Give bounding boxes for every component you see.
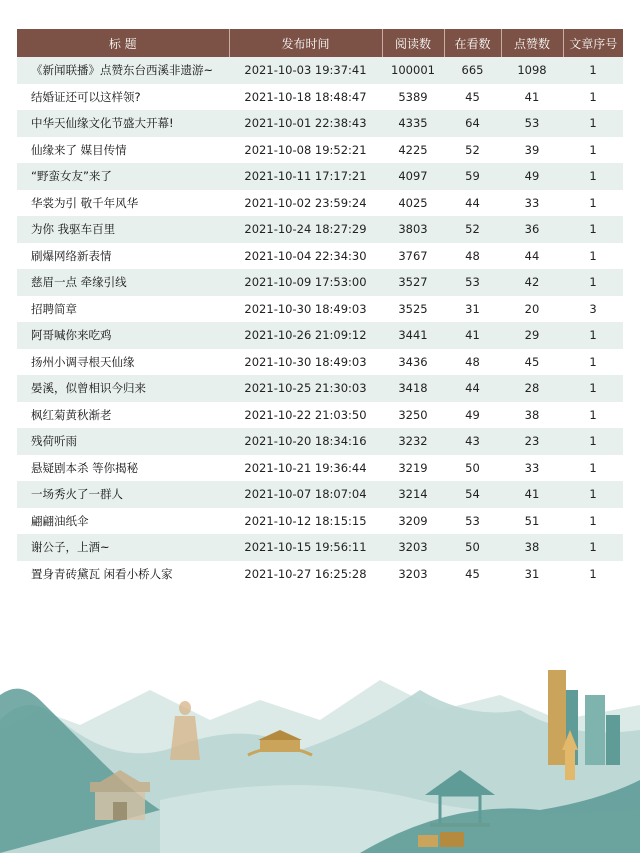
time-cell: 2021-10-21 19:36:44	[229, 455, 382, 482]
likes-cell: 45	[501, 349, 563, 376]
title-cell: 结婚证还可以这样领?	[17, 84, 229, 111]
table-row	[17, 534, 623, 561]
watching-cell: 49	[444, 402, 501, 429]
likes-cell: 28	[501, 375, 563, 402]
table-row	[17, 322, 623, 349]
time-cell: 2021-10-07 18:07:04	[229, 481, 382, 508]
table-row	[17, 402, 623, 429]
likes-cell: 39	[501, 137, 563, 164]
index-cell: 1	[563, 534, 623, 561]
likes-cell: 36	[501, 216, 563, 243]
reads-cell: 3767	[382, 243, 444, 270]
header-likes: 点赞数	[501, 29, 563, 57]
time-cell: 2021-10-08 19:52:21	[229, 137, 382, 164]
reads-cell: 3209	[382, 508, 444, 535]
watching-cell: 52	[444, 137, 501, 164]
index-cell: 1	[563, 57, 623, 84]
table-row	[17, 243, 623, 270]
index-cell: 1	[563, 216, 623, 243]
table-body	[17, 57, 623, 587]
watching-cell: 45	[444, 84, 501, 111]
reads-cell: 3214	[382, 481, 444, 508]
index-cell: 1	[563, 322, 623, 349]
time-cell: 2021-10-04 22:34:30	[229, 243, 382, 270]
index-cell: 3	[563, 296, 623, 323]
title-cell: 阿哥喊你来吃鸡	[17, 322, 229, 349]
index-cell: 1	[563, 481, 623, 508]
time-cell: 2021-10-12 18:15:15	[229, 508, 382, 535]
index-cell: 1	[563, 190, 623, 217]
title-cell: 扬州小调寻根天仙缘	[17, 349, 229, 376]
watching-cell: 45	[444, 561, 501, 588]
reads-cell: 3418	[382, 375, 444, 402]
watching-cell: 41	[444, 322, 501, 349]
time-cell: 2021-10-24 18:27:29	[229, 216, 382, 243]
time-cell: 2021-10-09 17:53:00	[229, 269, 382, 296]
table-row	[17, 269, 623, 296]
reads-cell: 5389	[382, 84, 444, 111]
header-publish-time: 发布时间	[229, 29, 382, 57]
likes-cell: 42	[501, 269, 563, 296]
time-cell: 2021-10-01 22:38:43	[229, 110, 382, 137]
reads-cell: 3203	[382, 561, 444, 588]
index-cell: 1	[563, 455, 623, 482]
table-row	[17, 190, 623, 217]
watching-cell: 48	[444, 243, 501, 270]
header-article-index: 文章序号	[563, 29, 623, 57]
likes-cell: 20	[501, 296, 563, 323]
reads-cell: 4097	[382, 163, 444, 190]
reads-cell: 3250	[382, 402, 444, 429]
table-row	[17, 110, 623, 137]
header-watching: 在看数	[444, 29, 501, 57]
table-row	[17, 375, 623, 402]
table-row	[17, 508, 623, 535]
title-cell: 翩翩油纸伞	[17, 508, 229, 535]
index-cell: 1	[563, 508, 623, 535]
reads-cell: 3219	[382, 455, 444, 482]
title-cell: 悬疑剧本杀 等你揭秘	[17, 455, 229, 482]
index-cell: 1	[563, 375, 623, 402]
reads-cell: 3441	[382, 322, 444, 349]
title-cell: 《新闻联播》点赞东台西溪非遗游~	[17, 57, 229, 84]
watching-cell: 53	[444, 269, 501, 296]
likes-cell: 1098	[501, 57, 563, 84]
likes-cell: 38	[501, 402, 563, 429]
title-cell: 一场秀火了一群人	[17, 481, 229, 508]
reads-cell: 3203	[382, 534, 444, 561]
title-cell: 置身青砖黛瓦 闲看小桥人家	[17, 561, 229, 588]
likes-cell: 33	[501, 190, 563, 217]
likes-cell: 23	[501, 428, 563, 455]
likes-cell: 29	[501, 322, 563, 349]
title-cell: 中华天仙缘文化节盛大开幕!	[17, 110, 229, 137]
time-cell: 2021-10-11 17:17:21	[229, 163, 382, 190]
table-row	[17, 481, 623, 508]
watching-cell: 665	[444, 57, 501, 84]
title-cell: 枫红菊黄秋渐老	[17, 402, 229, 429]
time-cell: 2021-10-02 23:59:24	[229, 190, 382, 217]
likes-cell: 41	[501, 481, 563, 508]
title-cell: 仙缘来了 媒目传情	[17, 137, 229, 164]
index-cell: 1	[563, 402, 623, 429]
time-cell: 2021-10-30 18:49:03	[229, 349, 382, 376]
likes-cell: 51	[501, 508, 563, 535]
title-cell: 谢公子，上酒~	[17, 534, 229, 561]
likes-cell: 41	[501, 84, 563, 111]
watching-cell: 53	[444, 508, 501, 535]
reads-cell: 4025	[382, 190, 444, 217]
likes-cell: 53	[501, 110, 563, 137]
likes-cell: 33	[501, 455, 563, 482]
time-cell: 2021-10-27 16:25:28	[229, 561, 382, 588]
watching-cell: 52	[444, 216, 501, 243]
landscape-illustration	[0, 650, 640, 853]
table-row	[17, 296, 623, 323]
title-cell: 残荷听雨	[17, 428, 229, 455]
time-cell: 2021-10-25 21:30:03	[229, 375, 382, 402]
table-row	[17, 137, 623, 164]
index-cell: 1	[563, 137, 623, 164]
likes-cell: 31	[501, 561, 563, 588]
header-reads: 阅读数	[382, 29, 444, 57]
reads-cell: 3436	[382, 349, 444, 376]
likes-cell: 44	[501, 243, 563, 270]
watching-cell: 54	[444, 481, 501, 508]
watching-cell: 50	[444, 455, 501, 482]
table-row	[17, 428, 623, 455]
watching-cell: 59	[444, 163, 501, 190]
watching-cell: 43	[444, 428, 501, 455]
watching-cell: 31	[444, 296, 501, 323]
index-cell: 1	[563, 428, 623, 455]
time-cell: 2021-10-20 18:34:16	[229, 428, 382, 455]
table-row	[17, 349, 623, 376]
table-row	[17, 216, 623, 243]
likes-cell: 38	[501, 534, 563, 561]
time-cell: 2021-10-26 21:09:12	[229, 322, 382, 349]
index-cell: 1	[563, 269, 623, 296]
title-cell: 刷爆网络新表情	[17, 243, 229, 270]
watching-cell: 44	[444, 375, 501, 402]
table-header	[17, 29, 623, 57]
reads-cell: 3232	[382, 428, 444, 455]
table-row	[17, 57, 623, 84]
index-cell: 1	[563, 163, 623, 190]
index-cell: 1	[563, 561, 623, 588]
reads-cell: 3527	[382, 269, 444, 296]
index-cell: 1	[563, 243, 623, 270]
header-row	[17, 29, 623, 57]
reads-cell: 4335	[382, 110, 444, 137]
reads-cell: 100001	[382, 57, 444, 84]
time-cell: 2021-10-30 18:49:03	[229, 296, 382, 323]
likes-cell: 49	[501, 163, 563, 190]
table-row	[17, 455, 623, 482]
watching-cell: 50	[444, 534, 501, 561]
article-stats-table	[17, 29, 623, 587]
title-cell: “野蛮女友”来了	[17, 163, 229, 190]
time-cell: 2021-10-15 19:56:11	[229, 534, 382, 561]
index-cell: 1	[563, 84, 623, 111]
reads-cell: 3525	[382, 296, 444, 323]
time-cell: 2021-10-18 18:48:47	[229, 84, 382, 111]
index-cell: 1	[563, 349, 623, 376]
table-row	[17, 561, 623, 588]
title-cell: 晏溪，似曾相识今归来	[17, 375, 229, 402]
reads-cell: 4225	[382, 137, 444, 164]
data-table-container	[17, 29, 623, 587]
watching-cell: 48	[444, 349, 501, 376]
title-cell: 慈眉一点 牵缘引线	[17, 269, 229, 296]
reads-cell: 3803	[382, 216, 444, 243]
watching-cell: 44	[444, 190, 501, 217]
table-row	[17, 84, 623, 111]
title-cell: 招聘简章	[17, 296, 229, 323]
table-row	[17, 163, 623, 190]
time-cell: 2021-10-22 21:03:50	[229, 402, 382, 429]
time-cell: 2021-10-03 19:37:41	[229, 57, 382, 84]
title-cell: 为你 我驱车百里	[17, 216, 229, 243]
index-cell: 1	[563, 110, 623, 137]
header-title: 标 题	[17, 29, 229, 57]
title-cell: 华裳为引 敬千年风华	[17, 190, 229, 217]
watching-cell: 64	[444, 110, 501, 137]
